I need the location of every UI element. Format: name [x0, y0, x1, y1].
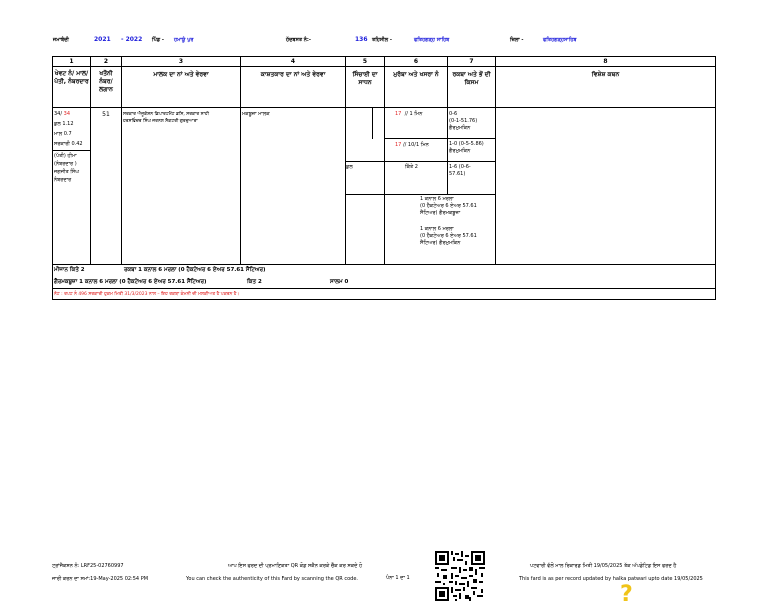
col-title-khewat: ਖੇਵਟ ਨੰ/ ਮਾਲ/ਪੱਤੀ, ਨੰਬਰਦਾਰ: [54, 70, 89, 85]
cultivator-name: ਮਕਬੂਜ਼ਾ ਮਾਲਕ: [242, 111, 270, 117]
plot-1-khasra: 17 // 1 ਮਿਨ: [395, 111, 423, 117]
maal-value: ਮਾਲ 0.7: [54, 131, 72, 137]
total-area: 1-6 (0-6- 57.61): [449, 164, 471, 177]
col-num-4: 4: [290, 58, 296, 65]
page-number: ਪੰਨਾ 1 ਦਾ 1: [386, 575, 410, 581]
col-title-cultivator: ਕਾਸ਼ਤਕਾਰ ਦਾ ਨਾਂ ਅਤੇ ਵੇਰਵਾ: [260, 71, 326, 78]
saalam-value: ਸਾਲਮ 0: [330, 279, 349, 285]
gairmakbuza-kite: ਕਿਤ 2: [247, 279, 262, 285]
nambardar-word: ਨੰਬਰਦਾਰ: [54, 177, 72, 183]
tehsil-value: ਫਤਿਹਗੜ੍ਹ ਸਾਹਿਬ: [414, 37, 450, 43]
transaction-ref: ਟ੍ਰਾਂਜੈਕਸ਼ਨ ਨੰ: LRF25-02760997: [52, 563, 124, 569]
record-note: ਨੋਟ : ਰਪਟ ਨੰ 496 ਸਰਕਾਰੀ ਹੁਕਮ ਮਿਤੀ 31/3/2023 ਨਾਲ – ਇਹ ਰਕਬਾ ਕੰਮਨੀ ਦੀ ਮਲਕੀਅਤ ਹੈ ਪਕਰਨ ਹੈ।: [54, 292, 240, 297]
update-note-english: This fard is as per record updated by halka patwari upto date 19/05/2025: [519, 576, 703, 582]
plot-1-area: 0-6 (0-1-51.76) ਗੈਰਮੁਮਕਿਨ: [449, 111, 478, 131]
issued-time: ਜਾਰੀ ਕਰਨ ਦਾ ਸਮਾਂ:19-May-2025 02:54 PM: [52, 576, 149, 582]
nambardar-name: ਜਗਜੀਤ ਸਿੰਘ: [54, 169, 79, 175]
col-num-3: 3: [178, 58, 184, 65]
col-title-area: ਰਕਬਾ ਅਤੇ ਭੋਂ ਦੀ ਕਿਸਮ: [452, 71, 491, 86]
patti-value: (ਪੱਤੀ) ਹੀਮਾ: [54, 153, 77, 159]
summary-gairmumkin: 1 ਕਨਾਲ 6 ਮਰਲਾ (0 ਹੈਕਟੇਅਰ 6 ਏਅਰ 57.61 ਸੈਂਟਿਅਰ) ਗੈਰਮੁਮਕਿਨ: [420, 226, 477, 246]
plot-2-khasra: 17 // 10/1 ਮਿਨ: [395, 142, 429, 148]
plot-2-area: 1-0 (0-5-5.86) ਗੈਰਮੁਮਕਿਨ: [449, 141, 484, 154]
col-num-6: 6: [413, 58, 419, 65]
mizan-kite: ਮੀਜਾਨ ਕਿਤੇ 2: [54, 267, 85, 273]
col-num-8: 8: [603, 58, 608, 65]
col-num-5: 5: [362, 58, 368, 65]
gairmakbuza-total: ਗੈਰਮਕਬੂਜ਼ਾ 1 ਕਨਾਲ 6 ਮਰਲਾ (0 ਹੈਕਟੇਅਰ 6 ਏਅਰ 57.61 ਸੈਂਟਿਅਰ): [54, 279, 207, 285]
mizan-rakba: ਰਕਬਾ 1 ਕਨਾਲ 6 ਮਰਲਾ (0 ਹੈਕਟੇਅਰ 6 ਏਅਰ 57.61 ਸੈਂਟਿਅਰ): [124, 267, 266, 273]
qr-note-punjabi: ਆਪ ਇਸ ਫਰਦ ਦੀ ਪ੍ਰਮਾਣਿਕਤਾ QR ਕੋਡ ਸਕੈਨ ਕਰਕੇ ਚੈੱਕ ਕਰ ਸਕਦੇ ਹੋ: [228, 563, 363, 569]
qr-note-english: You can check the authenticity of this Fard by scanning the QR code.: [186, 576, 358, 582]
zila-label: ਜ਼ਿਲਾ -: [510, 37, 524, 43]
col-title-irrigation: ਸਿੰਚਾਈ ਦਾ ਸਾਧਨ: [352, 71, 378, 86]
qr-code-icon: [435, 551, 485, 601]
pind-label: ਪਿੰਡ -: [152, 37, 164, 43]
jamabandi-label: ਜਮਾਬੰਦੀ: [53, 37, 69, 43]
question-mark-icon: ?: [620, 582, 633, 607]
zila-value: ਫਤਿਹਗੜ੍ਹਸਾਹਿਬ: [543, 37, 577, 43]
kul-label: ਕੁਲ: [346, 164, 353, 170]
update-note-punjabi: ਪਟਵਾਰੀ ਵੱਲੋਂ ਮਾਲ ਰਿਕਾਰਡ ਮਿਤੀ 19/05/2025 ਤੱਕ ਅੱਪਡੇਟਿਡ ਇਸ ਫਰਦ ਹੈ: [530, 563, 677, 569]
sarkari-value: ਸਰਕਾਰੀ 0.42: [54, 141, 83, 147]
kite-count: ਕਿੱਤੇ 2: [405, 164, 418, 170]
year-end: - 2022: [121, 36, 143, 43]
col-num-2: 2: [103, 58, 109, 65]
col-title-owner: ਮਾਲਕ ਦਾ ਨਾਂ ਅਤੇ ਵੇਰਵਾ: [153, 71, 209, 78]
col-title-khatoni: ਖਤੌਨੀ ਨੰਬਰ/ ਲਗਾਨ: [99, 70, 113, 93]
col-title-khasra: ਮੁਰੱਬਾ ਅਤੇ ਖਸਰਾ ਨੰ: [393, 71, 439, 78]
year-start: 2021: [94, 36, 111, 43]
nambardar-label: (ਨੰਬਰਦਾਰ ): [54, 161, 77, 167]
kul-value: ਕੁਲ 1.12: [54, 121, 74, 127]
owner-details: ਸਰਕਾਰ ਐਜੂਕੇਸ਼ਨ ਡਿਪਾਰਟਮੈਂਟ ਡਸਿ, ਸਰਕਾਰ ਸਾਹੀ ਹਰਸਵਿੰਦਰ ਸਿੰਘ ਜਰਨਲ ਸੈਕਟਰੀ ਗੁਰਦੁਆਰਾ: [123, 112, 209, 124]
summary-gairmakbuza: 1 ਕਨਾਲ 6 ਮਰਲਾ (0 ਹੈਕਟੇਅਰ 6 ਏਅਰ 57.61 ਸੈਂਟਿਅਰ) ਗੈਰਮਕਬੂਜ਼ਾ: [420, 196, 477, 216]
hadbast-value: 136: [355, 36, 368, 43]
tehsil-label: ਤਹਿਸੀਲ -: [372, 37, 392, 43]
pind-value: ਹਮਾਯੂੰ ਪੁਰ: [174, 37, 194, 43]
col-num-7: 7: [469, 58, 474, 65]
col-title-remarks: ਵਿਸ਼ੇਸ਼ ਕਥਨ: [591, 71, 620, 78]
khatoni-number: 51: [102, 111, 110, 118]
hadbast-label: ਹੱਦਬਸਤ ਨੰ:-: [286, 37, 311, 43]
khewat-number: 34/ 34: [54, 111, 71, 117]
col-num-1: 1: [69, 58, 74, 65]
